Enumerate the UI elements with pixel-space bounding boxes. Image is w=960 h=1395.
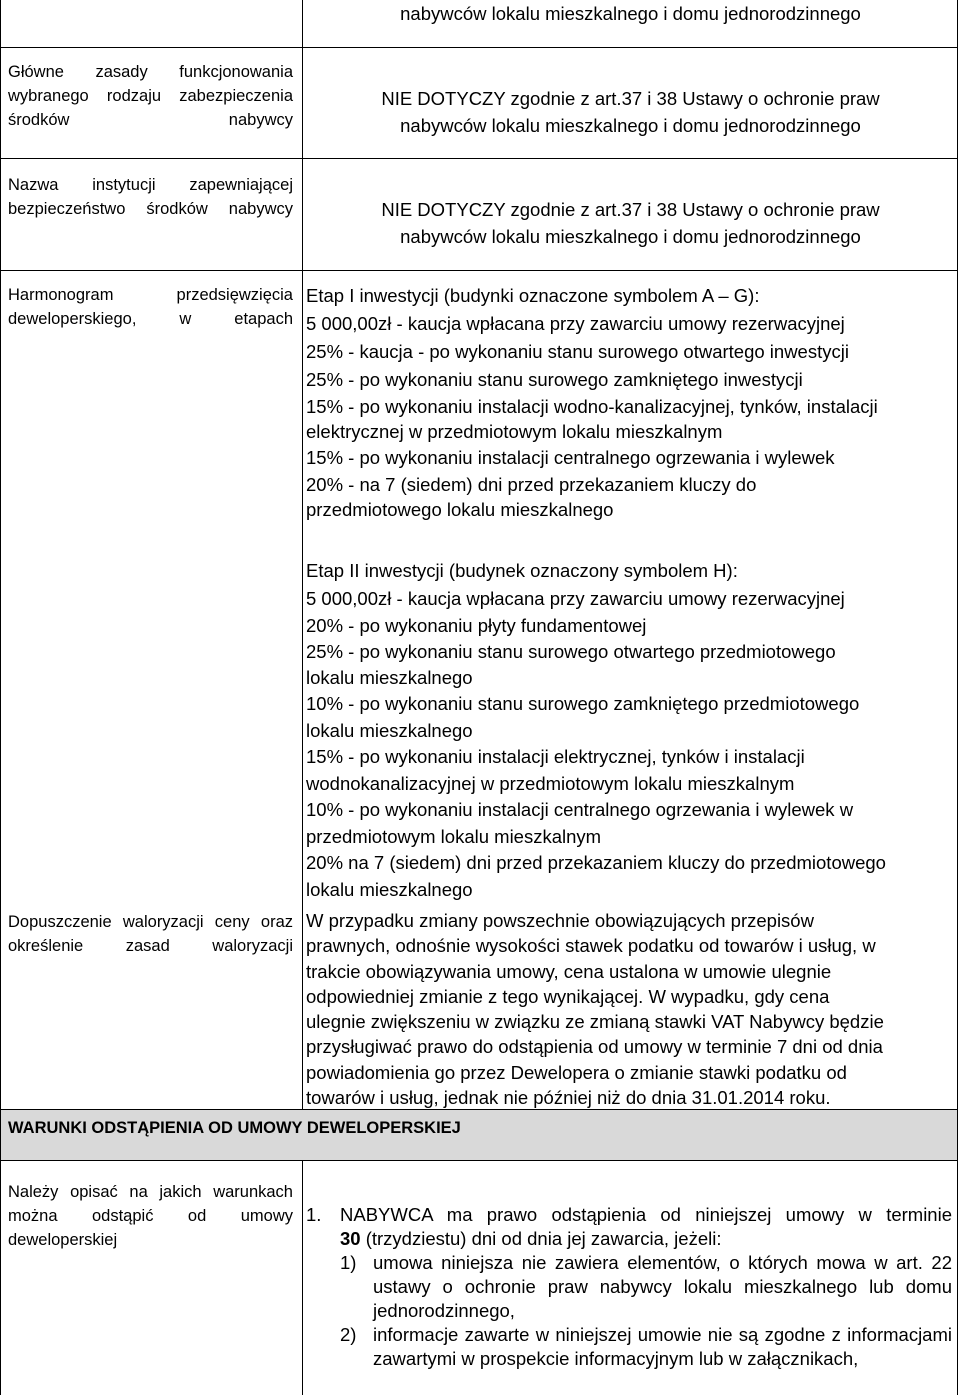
row-divider bbox=[0, 47, 958, 48]
column-divider bbox=[302, 0, 303, 1110]
etap2-line: 10% - po wykonaniu instalacji centralnego ogrzewania i wylewek w bbox=[306, 799, 854, 820]
etap2-title: Etap II inwestycji (budynek oznaczony symbolem H): bbox=[306, 560, 738, 581]
label-instytucja: Nazwa instytucji zapewniającej bezpieczeństwo środków nabywcy bbox=[8, 176, 293, 218]
item-1-line-2 bbox=[340, 1227, 952, 1251]
waloryzacja-line: prawnych, odnośnie wysokości stawek podatku od towarów i usług, w bbox=[306, 935, 876, 957]
waloryzacja-line: towarów i usług, jednak nie później niż do dnia 31.01.2014 roku. bbox=[306, 1087, 831, 1109]
etap1-line: 15% - po wykonaniu instalacji wodno-kanalizacyjnej, tynków, instalacji bbox=[306, 396, 878, 417]
etap2-block bbox=[306, 557, 951, 902]
value-line: NIE DOTYCZY zgodnie z art.37 i 38 Ustawy o ochronie praw bbox=[381, 88, 880, 109]
etap1-block bbox=[306, 282, 951, 522]
etap2-line: lokalu mieszkalnego bbox=[306, 879, 473, 900]
etap2-line: 25% - po wykonaniu stanu surowego otwartego przedmiotowego bbox=[306, 641, 836, 662]
etap2-line: 20% na 7 (siedem) dni przed przekazaniem kluczy do przedmiotowego bbox=[306, 852, 886, 873]
item-1-number: 1. bbox=[306, 1204, 322, 1225]
label-odstapienie: Należy opisać na jakich warunkach można odstąpić od umowy deweloperskiej bbox=[8, 1183, 293, 1249]
item-1 bbox=[306, 1203, 952, 1251]
waloryzacja-line: ulegnie zwiększeniu w związku ze zmianą stawki VAT Nabywcy będzie bbox=[306, 1011, 884, 1033]
etap2-line: 5 000,00zł - kaucja wpłacana przy zawarciu umowy rezerwacyjnej bbox=[306, 588, 845, 609]
etap2-line: lokalu mieszkalnego bbox=[306, 720, 473, 741]
value-line: NIE DOTYCZY zgodnie z art.37 i 38 Ustawy o ochronie praw bbox=[381, 199, 880, 220]
etap2-line: 20% - po wykonaniu płyty fundamentowej bbox=[306, 615, 647, 636]
row-divider bbox=[0, 270, 958, 271]
waloryzacja-block bbox=[306, 908, 951, 1110]
etap1-line: 20% - na 7 (siedem) dni przed przekazaniem kluczy do bbox=[306, 474, 757, 495]
etap1-line: elektrycznej w przedmiotowym lokalu mieszkalnym bbox=[306, 421, 723, 442]
top-row-value bbox=[303, 1, 958, 28]
value-line: nabywców lokalu mieszkalnego i domu jednorodzinnego bbox=[400, 3, 861, 24]
etap1-line: 25% - kaucja - po wykonaniu stanu surowego otwartego inwestycji bbox=[306, 341, 849, 362]
item-1-bold: 30 bbox=[340, 1228, 361, 1249]
item-1-rest: (trzydziestu) dni od dnia jej zawarcia, jeżeli: bbox=[360, 1228, 722, 1249]
sub-item-2-text: informacje zawarte w niniejszej umowie nie są zgodne z informacjami zawartymi w prospekcie informacyjnym lub w załącznikach, bbox=[373, 1324, 952, 1369]
row-divider bbox=[0, 158, 958, 159]
column-divider-lower bbox=[302, 1161, 303, 1395]
value-instytucja bbox=[303, 197, 958, 250]
etap2-line: 15% - po wykonaniu instalacji elektrycznej, tynków i instalacji bbox=[306, 746, 805, 767]
waloryzacja-line: powiadomienia go przez Dewelopera o zmianie stawki podatku od bbox=[306, 1061, 847, 1083]
label-harmonogram: Harmonogram przedsięwzięcia deweloperskiego, w etapach bbox=[8, 286, 293, 328]
etap2-line: 10% - po wykonaniu stanu surowego zamkniętego przedmiotowego bbox=[306, 693, 860, 714]
value-line: nabywców lokalu mieszkalnego i domu jednorodzinnego bbox=[400, 225, 861, 247]
row-divider bbox=[0, 1160, 958, 1161]
etap2-line: wodnokanalizacyjnej w przedmiotowym lokalu mieszkalnym bbox=[306, 773, 795, 794]
sub-item-1 bbox=[340, 1251, 952, 1323]
etap1-line: 5 000,00zł - kaucja wpłacana przy zawarciu umowy rezerwacyjnej bbox=[306, 313, 845, 334]
etap1-line: 25% - po wykonaniu stanu surowego zamkniętego inwestycji bbox=[306, 369, 803, 390]
value-zasady bbox=[303, 86, 958, 139]
sub-item-1-text: umowa niniejsza nie zawiera elementów, o których mowa w art. 22 ustawy o ochronie praw nabywcy lokalu mieszkalnego lub domu jednorodzinnego, bbox=[373, 1252, 952, 1321]
waloryzacja-line: trakcie obowiązywania umowy, cena ustalona w umowie ulegnie bbox=[306, 960, 832, 982]
sub-item-2 bbox=[340, 1323, 952, 1371]
label-waloryzacja: Dopuszczenie waloryzacji ceny oraz określenie zasad waloryzacji bbox=[8, 913, 293, 955]
label-zasady: Główne zasady funkcjonowania wybranego rodzaju zabezpieczenia środków nabywcy bbox=[8, 63, 293, 129]
table-border-left bbox=[0, 0, 1, 1395]
etap1-line: 15% - po wykonaniu instalacji centralnego ogrzewania i wylewek bbox=[306, 447, 835, 468]
etap2-line: lokalu mieszkalnego bbox=[306, 667, 473, 688]
etap1-line: przedmiotowego lokalu mieszkalnego bbox=[306, 499, 614, 520]
waloryzacja-line: W przypadku zmiany powszechnie obowiązujących przepisów bbox=[306, 910, 814, 931]
waloryzacja-line: przysługiwać prawo do odstąpienia od umowy w terminie 7 dni od dnia bbox=[306, 1036, 883, 1058]
item-1-body bbox=[340, 1203, 952, 1251]
sub-item-2-number: 2) bbox=[340, 1324, 357, 1345]
section-title: WARUNKI ODSTĄPIENIA OD UMOWY DEWELOPERSKIEJ bbox=[8, 1119, 461, 1137]
etap2-line: przedmiotowym lokalu mieszkalnym bbox=[306, 826, 602, 847]
waloryzacja-line: odpowiedniej zmianie z tego wynikającej. W wypadku, gdy cena bbox=[306, 985, 830, 1007]
sub-item-1-number: 1) bbox=[340, 1252, 357, 1273]
value-line: nabywców lokalu mieszkalnego i domu jednorodzinnego bbox=[400, 114, 861, 136]
etap1-title: Etap I inwestycji (budynki oznaczone symbolem A – G): bbox=[306, 285, 760, 306]
item-1-line-1: NABYWCA ma prawo odstąpienia od niniejszej umowy w terminie bbox=[340, 1204, 952, 1225]
